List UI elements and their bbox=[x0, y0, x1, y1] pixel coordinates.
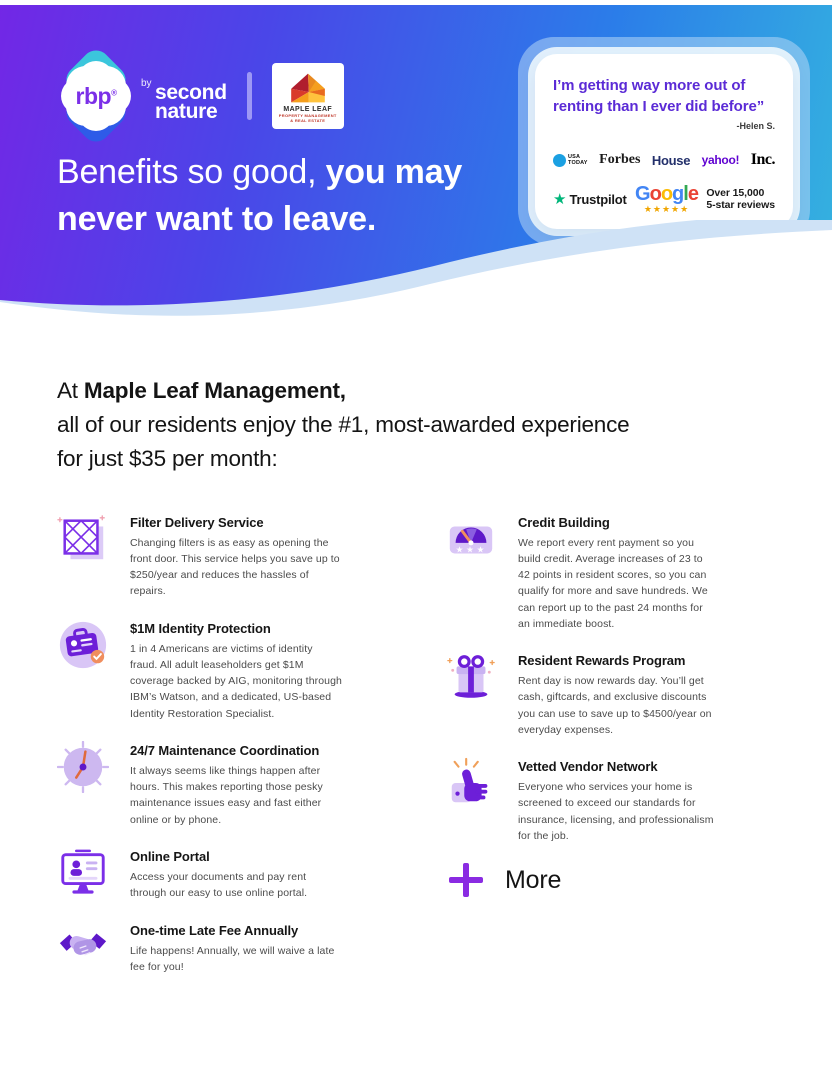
benefit-body: 1 in 4 Americans are victims of identity fraud. All adult leaseholders get $1M coverage backed by AIG, monitoring through IBM’s Watson, and a dedicated, US-based Identity Restoration Specialist. bbox=[130, 642, 342, 720]
gauge-icon bbox=[445, 513, 497, 565]
benefit-online-portal bbox=[57, 847, 345, 902]
benefit-text bbox=[130, 513, 342, 600]
testimonial-attribution: -Helen S. bbox=[736, 121, 775, 131]
rbp-logo bbox=[57, 57, 135, 135]
more-benefits bbox=[449, 863, 717, 897]
benefit-text bbox=[130, 921, 342, 976]
benefit-credit-building bbox=[445, 513, 717, 633]
benefit-body: Rent day is now rewards day. You’ll get cash, giftcards, and exclusive discounts you can use to save up to $4500/year on everyday expenses. bbox=[518, 675, 712, 736]
benefits-column-left bbox=[57, 513, 345, 995]
reviews-row bbox=[553, 184, 775, 214]
filter-icon bbox=[57, 513, 109, 565]
hero-banner bbox=[0, 5, 832, 340]
usa-today-text: USA TODAY bbox=[568, 153, 588, 166]
house-logo: House bbox=[651, 152, 691, 168]
inc-logo: Inc. bbox=[750, 151, 775, 168]
benefit-body: Access your documents and pay rent through our easy to use online portal. bbox=[130, 871, 308, 900]
usa-today-logo bbox=[553, 154, 588, 167]
testimonial-quote: I’m getting way more out of renting than I ever did before” bbox=[553, 77, 765, 115]
benefit-title: 24/7 Maintenance Coordination bbox=[130, 742, 320, 758]
google-logo bbox=[635, 184, 698, 214]
benefit-title: Credit Building bbox=[518, 514, 610, 530]
logo-row bbox=[57, 57, 344, 135]
second-nature-name-line1: second bbox=[155, 80, 227, 104]
benefit-text bbox=[518, 513, 717, 633]
second-nature-name-line2: nature bbox=[155, 100, 218, 123]
clock-icon bbox=[57, 741, 109, 793]
google-wordmark: Google bbox=[635, 183, 698, 205]
benefit-title: Filter Delivery Service bbox=[130, 514, 264, 530]
thumbs-up-icon bbox=[445, 757, 497, 809]
plus-icon bbox=[449, 863, 483, 897]
benefit-text bbox=[518, 651, 717, 738]
testimonial-card bbox=[535, 54, 793, 229]
benefit-late-fee bbox=[57, 921, 345, 976]
benefit-text bbox=[130, 741, 342, 828]
google-stars-icon: ★★★★★ bbox=[643, 204, 690, 214]
press-logos-row bbox=[553, 151, 775, 169]
monitor-icon bbox=[57, 847, 109, 899]
benefit-title: One-time Late Fee Annually bbox=[130, 922, 299, 938]
by-label: by bbox=[141, 77, 152, 89]
yahoo-logo: yahoo! bbox=[701, 153, 740, 167]
handshake-icon bbox=[57, 921, 109, 973]
headline-bold: you may never want to leave. bbox=[57, 153, 463, 238]
benefit-maintenance bbox=[57, 741, 345, 828]
maple-leaf-name: MAPLE LEAF bbox=[283, 105, 333, 113]
intro-company: Maple Leaf Management, bbox=[83, 378, 346, 403]
benefit-filter-delivery bbox=[57, 513, 345, 600]
benefit-text bbox=[518, 757, 717, 844]
benefit-rewards-program bbox=[445, 651, 717, 738]
benefit-identity-protection bbox=[57, 619, 345, 722]
rbp-logo-text: rbp® bbox=[75, 82, 117, 109]
intro-text: At Maple Leaf Management, all of our residents enjoy the #1, most-awarded experience for just $35 per month: bbox=[57, 378, 630, 472]
benefit-body: Life happens! Annually, we will waive a late fee for you! bbox=[130, 944, 335, 973]
maple-leaf-logo bbox=[272, 63, 344, 129]
rbp-logo-face bbox=[66, 66, 126, 126]
benefit-title: Online Portal bbox=[130, 849, 210, 865]
benefit-body: Changing filters is as easy as opening the front door. This service helps you save up to $250/year and reduces the hassles of repairs. bbox=[130, 536, 340, 598]
trustpilot-star-icon: ★ bbox=[553, 190, 567, 208]
second-nature-logo bbox=[141, 71, 227, 123]
benefit-text bbox=[130, 847, 342, 902]
maple-leaf-house-icon bbox=[288, 72, 328, 104]
usa-today-circle-icon bbox=[553, 154, 566, 167]
svg-text:★ ★ ★: ★ ★ ★ bbox=[455, 545, 485, 556]
benefit-vendor-network bbox=[445, 757, 717, 844]
trustpilot-label: Trustpilot bbox=[569, 191, 627, 207]
more-label: More bbox=[505, 865, 562, 894]
headline-regular: Benefits so good, bbox=[57, 153, 326, 191]
logo-divider bbox=[247, 72, 252, 120]
benefit-text bbox=[130, 619, 342, 722]
trustpilot-logo bbox=[553, 192, 627, 207]
registered-mark: ® bbox=[111, 87, 117, 97]
id-card-icon bbox=[57, 619, 109, 671]
testimonial-card-halo bbox=[518, 37, 810, 246]
reviews-count: Over 15,000 5-star reviews bbox=[706, 186, 775, 211]
benefit-body: We report every rent payment so you build credit. Average increases of 23 to 42 points in resident scores, so you can qualify for more and save hundreds. We can report up to the past 24 months for an immediate boost. bbox=[518, 536, 708, 630]
benefit-title: Vetted Vendor Network bbox=[518, 759, 658, 775]
benefit-title: Resident Rewards Program bbox=[518, 653, 686, 669]
gift-icon bbox=[445, 651, 497, 703]
forbes-logo: Forbes bbox=[599, 152, 641, 167]
maple-leaf-tagline: PROPERTY MANAGEMENT & REAL ESTATE bbox=[278, 112, 337, 123]
benefit-body: It always seems like things happen after hours. This makes reporting those pesky maintenance issues easy and fast either online or by phone. bbox=[130, 764, 323, 826]
benefit-body: Everyone who services your home is screened to exceed our standards for insurance, licensing, and professionalism for the job. bbox=[518, 781, 714, 843]
wave-divider bbox=[0, 220, 832, 340]
benefits-grid bbox=[57, 513, 832, 995]
benefits-column-right bbox=[445, 513, 717, 995]
benefit-title: $1M Identity Protection bbox=[130, 620, 271, 636]
